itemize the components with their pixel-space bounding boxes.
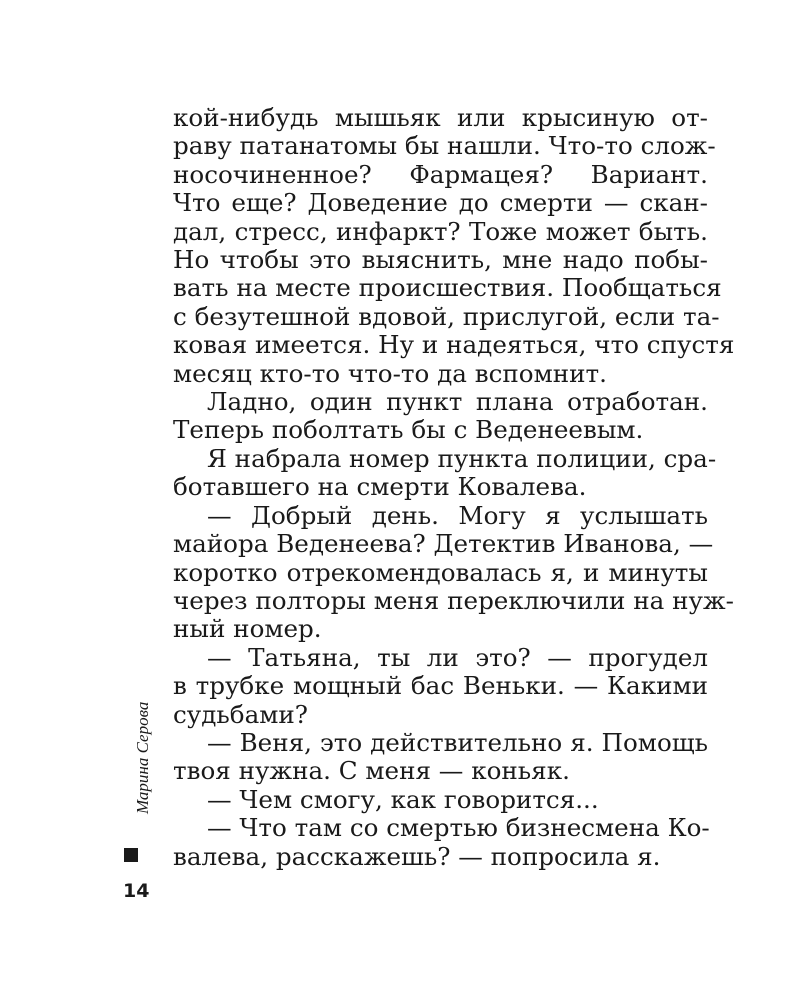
text-line: раву патанатомы бы нашли. Что-то слож- <box>173 131 716 161</box>
text-line: ботавшего на смерти Ковалева. <box>173 472 587 502</box>
text-line: — Татьяна, ты ли это? — прогудел <box>207 642 708 672</box>
text-line: ный номер. <box>173 614 322 644</box>
text-line: валева, расскажешь? — попросила я. <box>173 841 661 871</box>
text-line: дал, стресс, инфаркт? Тоже может быть. <box>173 216 708 246</box>
text-line: — Веня, это действительно я. Помощь <box>207 727 708 757</box>
text-line: — Добрый день. Могу я услышать <box>207 500 708 530</box>
page-body-text <box>173 103 735 871</box>
text-line: вать на месте происшествия. Пообщаться <box>173 273 722 303</box>
text-line: Теперь поболтать бы с Веденеевым. <box>173 415 644 445</box>
text-line: месяц кто-то что-то да вспомнит. <box>173 358 607 388</box>
text-line: коротко отрекомендовалась я, и минуты <box>173 557 708 587</box>
text-line: Ладно, один пункт плана отработан. <box>207 387 708 417</box>
text-line: через полторы меня переключили на нуж- <box>173 585 734 615</box>
text-line: — Чем смогу, как говорится... <box>207 784 599 814</box>
text-line: твоя нужна. С меня — коньяк. <box>173 756 570 786</box>
text-line: майора Веденеева? Детектив Иванова, — <box>173 529 714 559</box>
page-number: 14 <box>123 880 150 902</box>
text-line: Я набрала номер пункта полиции, сра- <box>207 443 717 473</box>
text-line: ковая имеется. Ну и надеяться, что спустя <box>173 330 735 360</box>
text-line: Но чтобы это выяснить, мне надо побы- <box>173 245 708 275</box>
text-line: кой-нибудь мышьяк или крысиную от- <box>173 103 708 132</box>
running-head-author: Марина Серова <box>133 701 152 814</box>
text-line: носочиненное? Фармацея? Вариант. <box>173 159 708 189</box>
text-line: в трубке мощный бас Веньки. — Какими <box>173 671 708 701</box>
text-line: судьбами? <box>173 699 308 729</box>
text-line: — Что там со смертью бизнесмена Ко- <box>207 813 710 843</box>
text-line: Что еще? Доведение до смерти — скан- <box>173 188 708 218</box>
square-marker-icon <box>124 848 138 862</box>
text-line: с безутешной вдовой, прислугой, если та- <box>173 301 720 331</box>
